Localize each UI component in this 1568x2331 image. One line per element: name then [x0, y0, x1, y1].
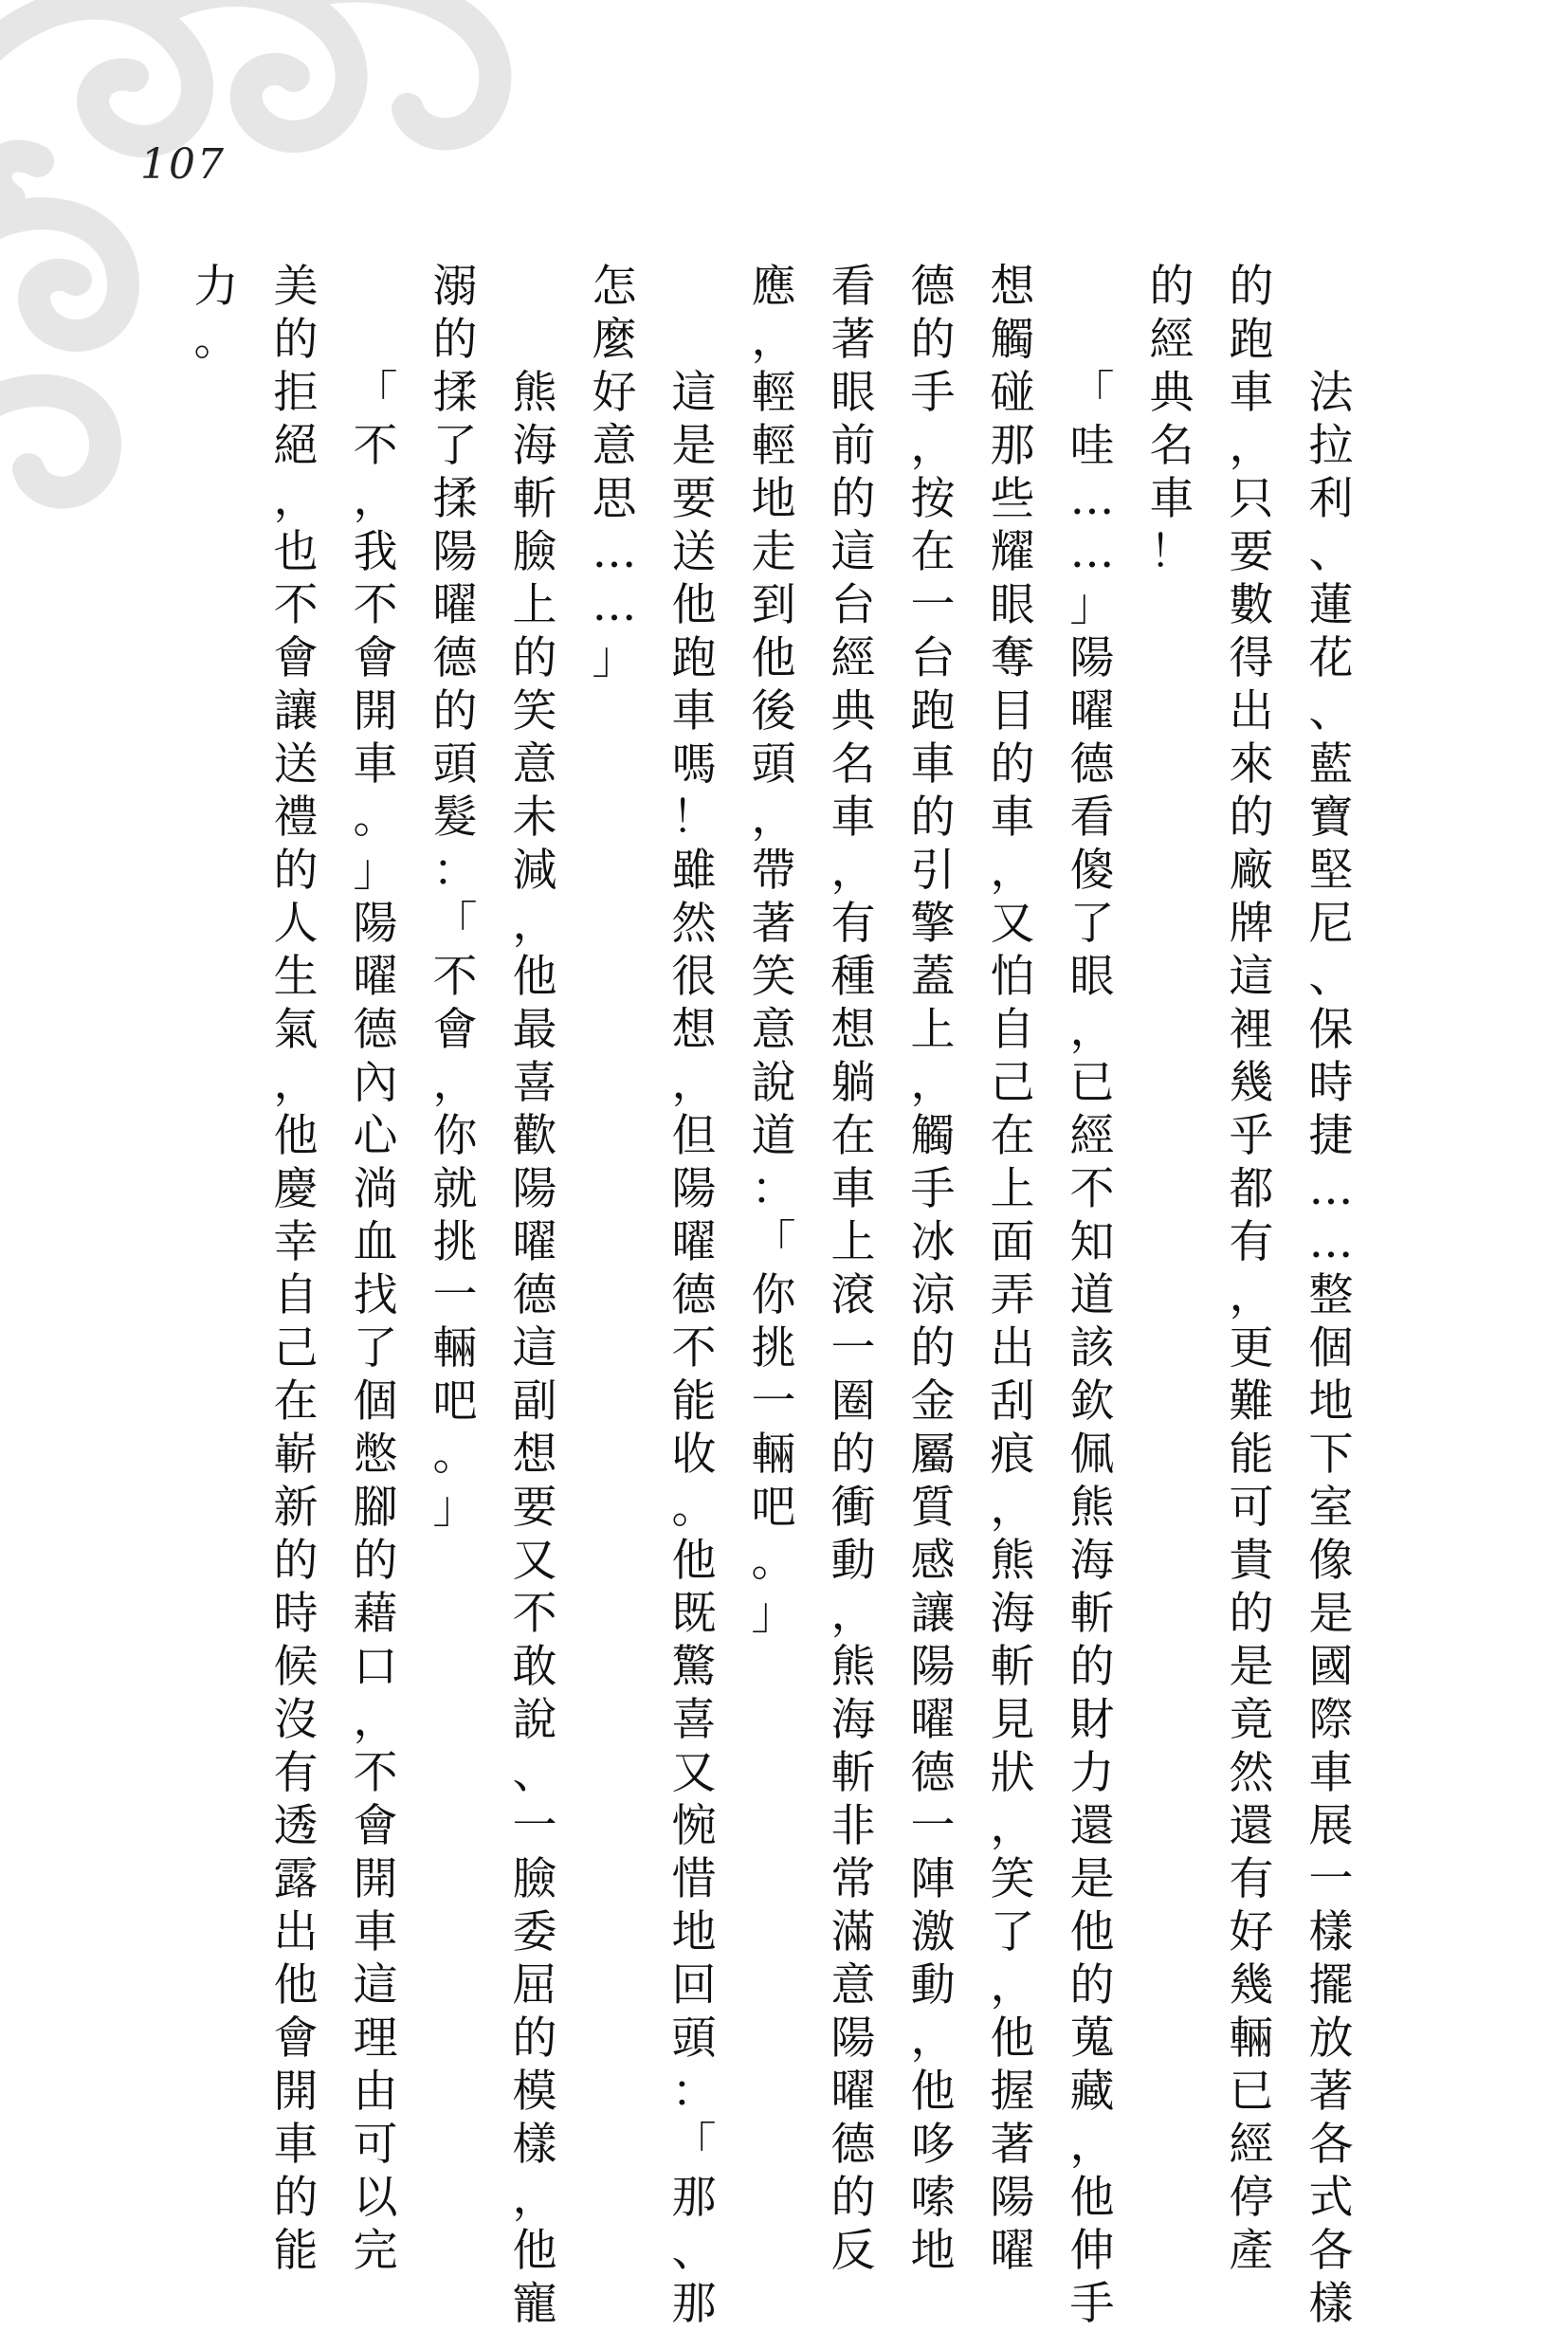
- text-column: 的 經 典 名 車 ！: [1149, 261, 1194, 578]
- vertical-text-body: [182, 261, 1358, 2330]
- text-column: 美 的 拒 絕 ， 也 不 會 讓 送 禮 的 人 生 氣 ， 他 慶 幸 自 己 在 嶄 新 的 時 候 沒 有 透 露 出 他 會 開 車 的 能: [273, 261, 319, 2277]
- text-column: 法 拉 利 、 蓮 花 、 藍 寶 堅 尼 、 保 時 捷 … … 整 個 地 下 室 像 是 國 際 車 展 一 樣 擺 放 著 各 式 各 樣: [1308, 367, 1354, 2330]
- text-column: 熊 海 斬 臉 上 的 笑 意 未 減 ， 他 最 喜 歡 陽 曜 德 這 副 想 要 又 不 敢 說 、 一 臉 委 屈 的 模 樣 ， 他 寵: [512, 367, 557, 2330]
- text-column: 的 跑 車 ， 只 要 數 得 出 來 的 廠 牌 這 裡 幾 乎 都 有 ， 更 難 能 可 貴 的 是 竟 然 還 有 好 幾 輛 已 經 停 產: [1229, 261, 1274, 2277]
- text-column: 這 是 要 送 他 跑 車 嗎 ！ 雖 然 很 想 ， 但 陽 曜 德 不 能 收 。 他 既 驚 喜 又 惋 惜 地 回 頭 ： 「 那 、 那: [671, 367, 717, 2330]
- page-number: 107: [140, 140, 226, 189]
- text-column: 想 觸 碰 那 些 耀 眼 奪 目 的 車 ， 又 怕 自 己 在 上 面 弄 出 刮 痕 ， 熊 海 斬 見 狀 ， 笑 了 ， 他 握 著 陽 曜: [990, 261, 1035, 2277]
- text-column: 看 著 眼 前 的 這 台 經 典 名 車 ， 有 種 想 躺 在 車 上 滾 一 圈 的 衝 動 ， 熊 海 斬 非 常 滿 意 陽 曜 德 的 反: [830, 261, 876, 2277]
- text-column: 怎 麼 好 意 思 … … 」: [592, 261, 637, 684]
- text-column: 「 不 ， 我 不 會 開 車 。 」 陽 曜 德 內 心 淌 血 找 了 個 憋 腳 的 藉 口 ， 不 會 開 車 這 理 由 可 以 完: [353, 367, 398, 2277]
- text-column: 溺 的 揉 了 揉 陽 曜 德 的 頭 髮 ： 「 不 會 ， 你 就 挑 一 輛 吧 。 」: [432, 261, 478, 1534]
- text-column: 應 ， 輕 輕 地 走 到 他 後 頭 ， 帶 著 笑 意 說 道 ： 「 你 挑 一 輛 吧 。 」: [751, 261, 796, 1640]
- text-column: 力 。: [193, 261, 239, 366]
- text-column: 「 哇 … … 」 陽 曜 德 看 傻 了 眼 ， 已 經 不 知 道 該 欽 佩 熊 海 斬 的 財 力 還 是 他 的 蒐 藏 ， 他 伸 手: [1069, 367, 1115, 2330]
- text-column: 德 的 手 ， 按 在 一 台 跑 車 的 引 擎 蓋 上 ， 觸 手 冰 涼 的 金 屬 質 感 讓 陽 曜 德 一 陣 激 動 ， 他 哆 嗦 地: [910, 261, 956, 2277]
